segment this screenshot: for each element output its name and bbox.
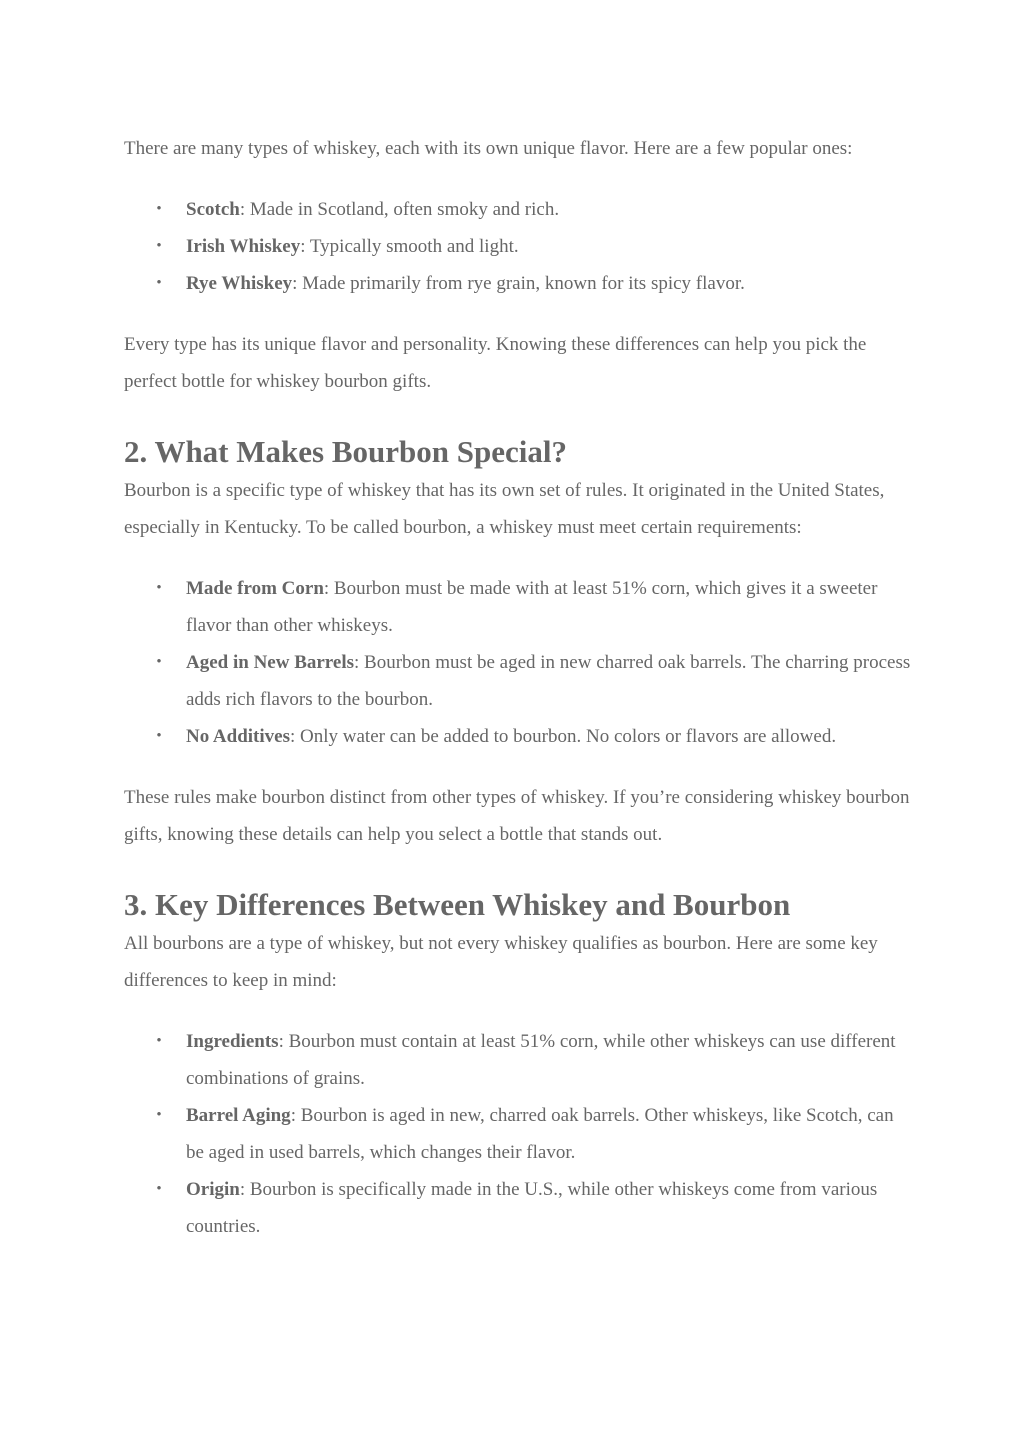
intro-closing-paragraph: Every type has its unique flavor and personality. Knowing these differences can help you pick the perfect bottle for whiskey bourbon gifts.	[124, 334, 867, 392]
bullet-icon: •	[156, 1107, 162, 1123]
list-item	[156, 228, 914, 265]
list-item	[156, 1171, 914, 1245]
list-item-text: : Bourbon must contain at least 51% corn, while other whiskeys can use different combinations of grains.	[186, 1031, 896, 1089]
bullet-icon: •	[156, 1033, 162, 1049]
list-item-text: : Only water can be added to bourbon. No colors or flavors are allowed.	[290, 726, 837, 747]
section-2-closing-paragraph: These rules make bourbon distinct from other types of whiskey. If you’re considering whiskey bourbon gifts, knowing these details can help you select a bottle that stands out.	[124, 787, 910, 845]
list-item-term: Irish Whiskey	[186, 236, 301, 257]
list-item	[156, 265, 914, 302]
section-3-paragraph: All bourbons are a type of whiskey, but not every whiskey qualifies as bourbon. Here are some key differences to keep in mind:	[124, 933, 878, 991]
list-item	[156, 191, 914, 228]
whiskey-types-list	[124, 191, 914, 302]
section-3-heading: 3. Key Differences Between Whiskey and Bourbon	[124, 887, 791, 922]
list-item-term: Made from Corn	[186, 578, 324, 599]
list-item-term: Aged in New Barrels	[186, 652, 354, 673]
list-item-text: : Made primarily from rye grain, known for its spicy flavor.	[292, 273, 745, 294]
list-item-text: : Bourbon is specifically made in the U.S., while other whiskeys come from various countries.	[186, 1179, 878, 1237]
bullet-icon: •	[156, 201, 162, 217]
document-page	[124, 130, 914, 1245]
list-item-text: : Bourbon must be aged in new charred oak barrels. The charring process adds rich flavors to the bourbon.	[186, 652, 911, 710]
list-item-text: : Made in Scotland, often smoky and rich.	[239, 199, 560, 220]
list-item-text: : Typically smooth and light.	[300, 236, 519, 257]
bullet-icon: •	[156, 275, 162, 291]
list-item	[156, 1097, 914, 1171]
list-item-term: Ingredients	[186, 1031, 279, 1052]
list-item-term: Rye Whiskey	[186, 273, 293, 294]
key-differences-list	[124, 1023, 914, 1245]
list-item-term: Barrel Aging	[186, 1105, 291, 1126]
intro-paragraph: There are many types of whiskey, each with its own unique flavor. Here are a few popular ones:	[124, 138, 853, 159]
list-item-text: : Bourbon must be made with at least 51% corn, which gives it a sweeter flavor than other whiskeys.	[186, 578, 878, 636]
bullet-icon: •	[156, 1181, 162, 1197]
list-item	[156, 570, 914, 644]
list-item-term: Scotch	[186, 199, 240, 220]
list-item	[156, 718, 914, 755]
section-2-heading: 2. What Makes Bourbon Special?	[124, 434, 567, 469]
list-item-term: Origin	[186, 1179, 240, 1200]
bullet-icon: •	[156, 654, 162, 670]
bullet-icon: •	[156, 580, 162, 596]
bullet-icon: •	[156, 728, 162, 744]
list-item	[156, 1023, 914, 1097]
list-item-term: No Additives	[186, 726, 290, 747]
bullet-icon: •	[156, 238, 162, 254]
list-item-text: : Bourbon is aged in new, charred oak barrels. Other whiskeys, like Scotch, can be aged in used barrels, which changes their flavor.	[186, 1105, 894, 1163]
list-item	[156, 644, 914, 718]
section-2-paragraph: Bourbon is a specific type of whiskey that has its own set of rules. It originated in the United States, especially in Kentucky. To be called bourbon, a whiskey must meet certain requirements:	[124, 480, 885, 538]
bourbon-requirements-list	[124, 570, 914, 755]
